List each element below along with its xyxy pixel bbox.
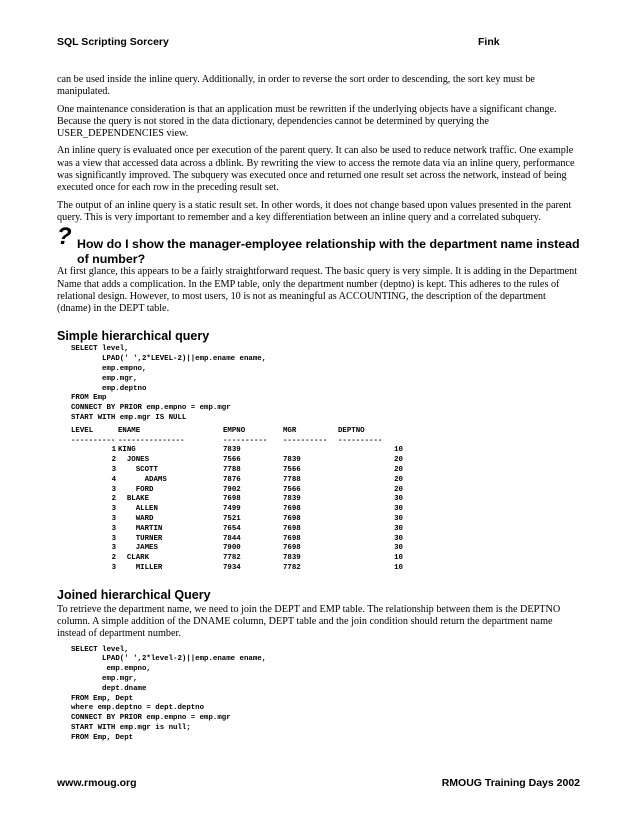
section-heading-simple: Simple hierarchical query	[57, 329, 210, 344]
table-cell: ALLEN	[118, 505, 158, 514]
table-row	[71, 466, 403, 476]
table-cell: 7900	[223, 544, 241, 553]
table-cell: 7788	[223, 466, 241, 475]
footer-url: www.rmoug.org	[57, 777, 137, 789]
table-cell: 7566	[283, 466, 301, 475]
table-row	[71, 535, 403, 545]
table-cell: 3	[111, 524, 116, 533]
table-cell: JAMES	[118, 544, 158, 553]
table-cell: 3	[111, 563, 116, 572]
section-heading-joined: Joined hierarchical Query	[57, 587, 211, 602]
table-cell: 30	[394, 495, 403, 504]
table-cell: EMPNO	[223, 426, 246, 435]
table-cell: 7698	[283, 505, 301, 514]
table-cell: LEVEL	[71, 426, 94, 435]
table-cell: 7698	[283, 544, 301, 553]
table-row	[71, 495, 403, 505]
table-row	[71, 544, 403, 554]
table-row	[71, 564, 403, 574]
table-row	[71, 505, 403, 515]
table-row	[71, 456, 403, 466]
sql-code-joined-a: SELECT level, LPAD(' ',2*level-2)||emp.ename ename,	[71, 645, 267, 664]
sql-code-joined-b: emp.mgr, dept.dname FROM Emp, Dept where emp.deptno = dept.deptno CONNECT BY PRIOR emp.empno = emp.mgr START WITH emp.mgr is null; FROM Emp, Dept	[71, 675, 231, 742]
table-cell: 1	[111, 446, 116, 455]
table-cell: MILLER	[118, 563, 163, 572]
table-header-row	[71, 427, 403, 437]
table-cell: ----------	[223, 436, 268, 445]
paragraph: One maintenance consideration is that an application must be rewritten if the underlying objects have a significant change. Because the query is not stored in the data dictionary, dependencies cannot be determined by querying the USER_DEPENDENCIES view.	[57, 103, 557, 140]
table-cell: 7788	[283, 475, 301, 484]
question-mark-icon: ?	[57, 223, 72, 251]
paragraph: can be used inside the inline query. Additionally, in order to reverse the sort order to descending, the sort key must be manipulated.	[57, 74, 535, 98]
table-cell: MARTIN	[118, 524, 163, 533]
table-cell: KING	[118, 446, 136, 455]
table-cell: DEPTNO	[338, 426, 365, 435]
question-block	[57, 223, 581, 266]
header-author: Fink	[478, 36, 500, 48]
table-cell: 7698	[223, 495, 241, 504]
table-cell: 2	[111, 456, 116, 465]
table-cell: 7654	[223, 524, 241, 533]
table-cell: 10	[394, 554, 403, 563]
table-cell: 7839	[283, 495, 301, 504]
table-separator-row	[71, 437, 403, 447]
table-cell: 7521	[223, 515, 241, 523]
table-cell: 7839	[283, 456, 301, 465]
document-body	[57, 74, 581, 744]
table-cell: 7839	[223, 446, 241, 455]
paragraph: An inline query is evaluated once per execution of the parent query. It can also be used to reduce network traffic. One example was a view that accessed data across a dblink. By rewriting the view to access the remote data via an inline query, performance was significantly improved. The subquery was executed once and returned one result set across the network, instead of being executed once for each row in the preceding result set.	[57, 145, 575, 194]
sql-code-simple: SELECT level, LPAD(' ',2*LEVEL-2)||emp.ename ename, emp.empno, emp.mgr, emp.deptno FROM Emp CONNECT BY PRIOR emp.empno = emp.mgr START WITH emp.mgr IS NULL	[71, 345, 267, 423]
table-row	[71, 446, 403, 456]
table-row	[71, 554, 403, 564]
table-cell: CLARK	[118, 554, 150, 563]
table-cell: 20	[394, 456, 403, 465]
table-cell: 3	[111, 505, 116, 514]
table-cell: FORD	[118, 485, 154, 494]
table-cell: 7782	[283, 563, 301, 572]
table-row	[71, 476, 403, 486]
table-cell: 3	[111, 544, 116, 553]
table-cell: 2	[111, 554, 116, 563]
table-cell: 2	[111, 495, 116, 504]
table-cell: ENAME	[118, 426, 141, 435]
table-cell: 30	[394, 505, 403, 514]
table-cell: 30	[394, 544, 403, 553]
paragraph: The output of an inline query is a static result set. In other words, it does not change based upon values presented in the parent query. This is very important to remember and a key differentiation between an inline query and a correlated subquery.	[57, 199, 572, 223]
table-cell: 7902	[223, 485, 241, 494]
table-cell: 7499	[223, 505, 241, 514]
table-cell	[283, 446, 338, 456]
table-cell: 10	[394, 446, 403, 455]
table-cell: ADAMS	[118, 475, 167, 484]
table-cell: 30	[394, 524, 403, 533]
table-cell: JONES	[118, 456, 150, 465]
table-cell: 7698	[283, 534, 301, 543]
table-cell: 7782	[223, 554, 241, 563]
table-cell: 7566	[283, 485, 301, 494]
table-cell: 3	[111, 534, 116, 543]
table-cell: 7698	[283, 515, 301, 523]
table-cell: BLAKE	[118, 495, 150, 504]
answer-paragraph: At first glance, this appears to be a fairly straightforward request. The basic query is very simple. It is adding in the Department Name that adds a complication. In the EMP table, only the department number (deptno) is kept. This adheres to the rules of relational design. However, to most users, 10 is not as meaningful as ACCOUNTING, the description of the department (dname) in the DEPT table.	[57, 266, 578, 315]
table-cell: 3	[111, 515, 116, 523]
table-cell: ---------------	[118, 436, 185, 445]
table-cell: 30	[394, 515, 403, 523]
footer-event: RMOUG Training Days 2002	[441, 777, 580, 789]
header-title: SQL Scripting Sorcery	[57, 36, 169, 48]
table-cell: 20	[394, 485, 403, 494]
table-cell: ----------	[283, 436, 328, 445]
table-row	[71, 486, 403, 496]
table-cell: 7839	[283, 554, 301, 563]
table-cell: 3	[111, 466, 116, 475]
table-cell: 20	[394, 475, 403, 484]
table-cell: TURNER	[118, 534, 163, 543]
table-cell: 7844	[223, 534, 241, 543]
table-cell: 7934	[223, 563, 241, 572]
section-paragraph: To retrieve the department name, we need to join the DEPT and EMP table. The relationship between them is the DEPTNO column. A simple addition of the DNAME column, DEPT table and the join condition should return the department name instead of department number.	[57, 603, 561, 640]
table-cell: 10	[394, 563, 403, 572]
question-heading: How do I show the manager-employee relationship with the department name instead of number?	[77, 237, 580, 266]
table-row	[71, 515, 403, 525]
result-table	[71, 427, 403, 574]
sql-code-joined-empno: emp.empno,	[71, 665, 151, 674]
table-cell: 7698	[283, 524, 301, 533]
table-cell: 30	[394, 534, 403, 543]
table-cell: ----------	[338, 436, 383, 445]
table-cell: 4	[111, 475, 116, 484]
table-cell: SCOTT	[118, 466, 158, 475]
table-cell: MGR	[283, 426, 297, 435]
table-cell: 3	[111, 485, 116, 494]
table-cell: 7566	[223, 456, 241, 465]
table-cell: WARD	[118, 515, 154, 523]
table-row	[71, 525, 403, 535]
table-cell: 7876	[223, 475, 241, 484]
table-cell: 20	[394, 466, 403, 475]
table-cell: ----------	[71, 436, 116, 445]
